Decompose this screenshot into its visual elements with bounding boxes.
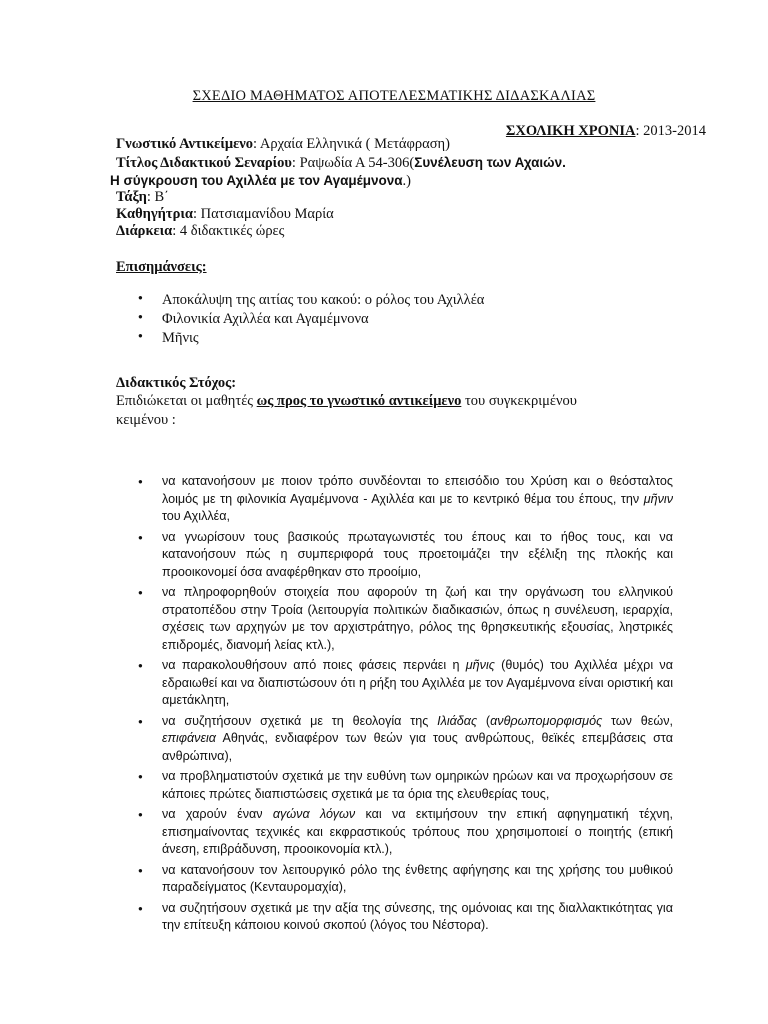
scenario-line — [116, 154, 566, 172]
scenario-line-2 — [110, 172, 411, 190]
goal-heading: Διδακτικός Στόχος: — [116, 375, 237, 391]
scenario-value: : Ραψωδία Α 54-306( — [291, 155, 415, 171]
remarks-list — [138, 292, 484, 349]
subject-value: : Αρχαία Ελληνικά ( Μετάφραση) — [253, 136, 450, 152]
list-item: ● Φιλονικία Αχιλλέα και Αγαμέμνονα — [138, 311, 484, 330]
duration-value: : 4 διδακτικές ώρες — [172, 223, 285, 239]
goal-intro-b: ως προς το γνωστικό αντικείμενο — [256, 393, 462, 409]
list-item: ● να παρακολουθήσουν από ποιες φάσεις περνάει η μῆνις (θυμός) του Αχιλλέα μέχρι να εδραιωθεί και να διαπιστώσουν ότι η ρήξη του Αχιλλέα με τον Αγαμέμνονα είναι οριστική και αμετάκλητη, — [138, 657, 673, 710]
class-label: Τάξη — [116, 189, 147, 205]
subject-label: Γνωστικό Αντικείμενο — [116, 136, 254, 152]
list-item: ● να κατανοήσουν τον λειτουργικό ρόλο της ένθετης αφήγησης και της χρήσης του μυθικού παραδείγματος (Κενταυρομαχία), — [138, 862, 673, 897]
list-item: ● να γνωρίσουν τους βασικούς πρωταγωνιστές του έπους και το ήθος τους, και να κατανοήσουν πώς η συμπεριφορά τους προετοιμάζει την εξέλιξη της πλοκής και προοικονομεί όσα αναφέρθηκαν στο προοίμιο, — [138, 529, 673, 582]
school-year — [506, 123, 706, 140]
document-title: ΣΧΕΔΙΟ ΜΑΘΗΜΑΤΟΣ ΑΠΟΤΕΛΕΣΜΑΤΙΚΗΣ ΔΙΔΑΣΚΑΛΙΑΣ — [192, 88, 596, 104]
list-item: ● να πληροφορηθούν στοιχεία που αφορούν τη ζωή και την οργάνωση του ελληνικού στρατοπέδου στην Τροία (λειτουργία πολιτικών διαδικασιών, όπως η συνέλευση, ιεραρχία, σχέσεις των αρχηγών με τον αρχιστράτηγο, ρόλος της θρησκευτικής εξουσίας, ληστρικές επιδρομές, διανομή λείας κτλ.), — [138, 584, 673, 654]
list-item: ● να χαρούν έναν αγώνα λόγων και να εκτιμήσουν την επική αφηγηματική τέχνη, επισημαίνοντας τεχνικές και εκφραστικούς τρόπους που χρησιμοποιεί ο ποιητής (επική άνεση, επιβράδυνση, προοικονομία κτλ.), — [138, 806, 673, 859]
objectives-list — [138, 473, 673, 938]
list-item: ● να συζητήσουν σχετικά με τη θεολογία της Ιλιάδας (ανθρωπομορφισμός των θεών, επιφάνεια Αθηνάς, ενδιαφέρον των θεών για τους ανθρώπους, θεϊκές επεμβάσεις στα ανθρώπινα), — [138, 713, 673, 766]
teacher-label: Καθηγήτρια — [116, 206, 193, 222]
teacher-line — [116, 206, 334, 223]
scenario-label: Τίτλος Διδακτικού Σεναρίου — [116, 155, 292, 171]
scenario-bold: Συνέλευση των Αχαιών. — [414, 155, 566, 170]
remarks-heading: Επισημάνσεις: — [116, 259, 207, 275]
goal-intro — [116, 392, 577, 430]
list-item: ● Μῆνις — [138, 330, 484, 349]
class-line — [116, 189, 169, 206]
goal-intro-line2: κειμένου : — [116, 412, 176, 428]
list-item: ● να συζητήσουν σχετικά με την αξία της σύνεσης, της ομόνοιας και της διαλλακτικότητας για την επίτευξη κάποιου κοινού σκοπού (λόγος του Νέστορα). — [138, 900, 673, 935]
scenario-line2-tail: .) — [402, 173, 412, 189]
list-item: ● να προβληματιστούν σχετικά με την ευθύνη των ομηρικών ηρώων και να προχωρήσουν σε κάποιες πρώτες διαπιστώσεις σχετικά με τα όρια της ελευθερίας τους, — [138, 768, 673, 803]
class-value: : Β΄ — [146, 189, 169, 205]
duration-line — [116, 223, 284, 240]
goal-intro-a: Επιδιώκεται οι μαθητές — [116, 393, 257, 409]
subject-line — [116, 136, 450, 153]
duration-label: Διάρκεια — [116, 223, 173, 239]
scenario-line2-bold: Η σύγκρουση του Αχιλλέα με τον Αγαμέμνονα — [110, 173, 403, 188]
teacher-value: : Πατσιαμανίδου Μαρία — [192, 206, 334, 222]
list-item: ● Αποκάλυψη της αιτίας του κακού: ο ρόλος του Αχιλλέα — [138, 292, 484, 311]
school-year-value: : 2013-2014 — [635, 123, 706, 139]
list-item: ● να κατανοήσουν με ποιον τρόπο συνδέονται το επεισόδιο του Χρύση και ο θεόσταλτος λοιμός με τη φιλονικία Αγαμέμνονα - Αχιλλέα και με το κεντρικό θέμα του έπους, την μῆνιν του Αχιλλέα, — [138, 473, 673, 526]
school-year-label: ΣΧΟΛΙΚΗ ΧΡΟΝΙΑ — [505, 123, 636, 139]
goal-intro-c: του συγκεκριμένου — [461, 393, 577, 409]
